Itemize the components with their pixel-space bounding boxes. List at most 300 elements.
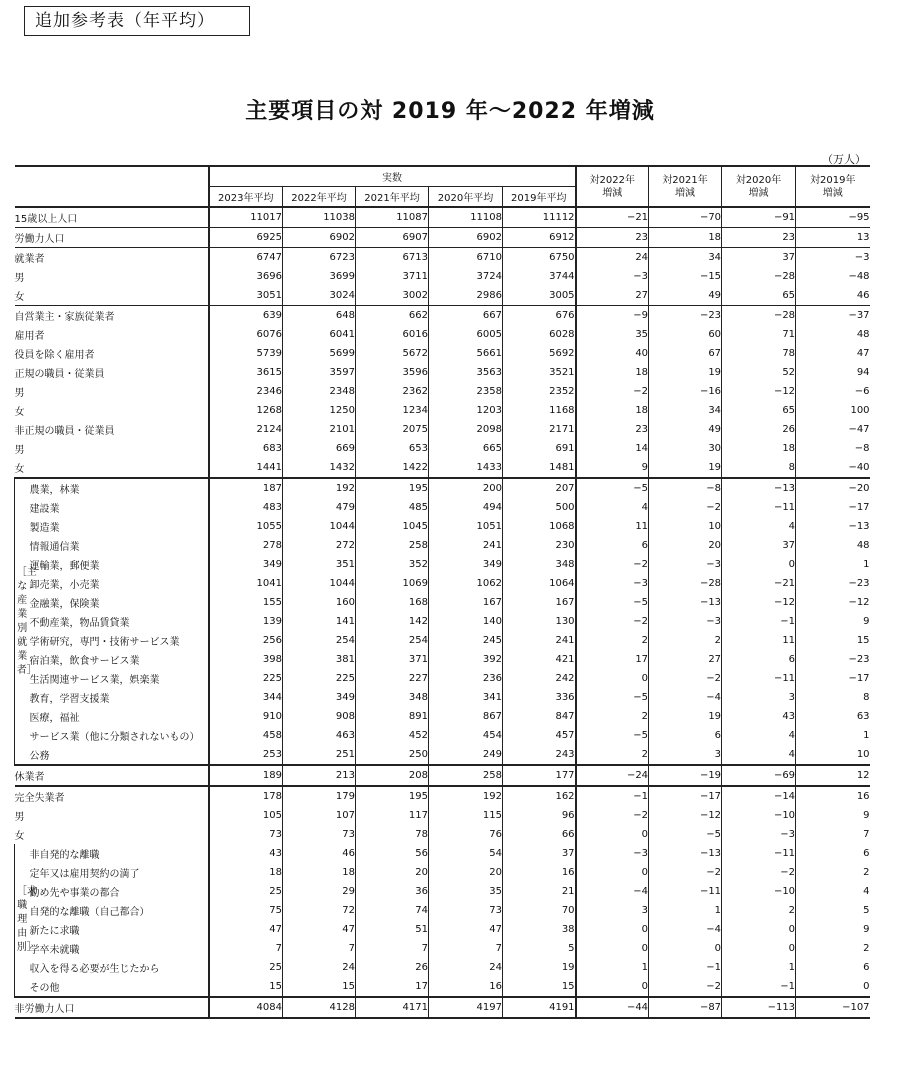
value-cell: 5692 — [503, 344, 576, 363]
value-cell: 3002 — [356, 286, 429, 306]
diff-cell: −2 — [649, 669, 722, 688]
diff-cell: −107 — [796, 997, 870, 1018]
value-cell: 2346 — [209, 382, 283, 401]
diff-cell: 18 — [722, 439, 796, 458]
table-row — [15, 344, 870, 363]
diff-cell: −3 — [722, 825, 796, 844]
table-row — [15, 958, 870, 977]
value-cell: 1441 — [209, 458, 283, 478]
diff-cell: −12 — [722, 382, 796, 401]
value-cell: 648 — [283, 306, 356, 326]
diff-cell: 27 — [649, 650, 722, 669]
table-row — [15, 248, 870, 268]
value-cell: 6041 — [283, 325, 356, 344]
value-cell: 3005 — [503, 286, 576, 306]
diff-cell: 10 — [856, 749, 870, 760]
value-cell: 167 — [429, 593, 503, 612]
value-cell: 1432 — [283, 458, 356, 478]
value-cell: 3024 — [283, 286, 356, 306]
value-cell: 6723 — [283, 248, 356, 268]
diff-cell: 19 — [649, 363, 722, 382]
value-cell: 35 — [429, 882, 503, 901]
table-body — [15, 207, 870, 1018]
diff-cell: 14 — [576, 439, 649, 458]
table-row — [15, 688, 870, 707]
value-cell: 74 — [356, 901, 429, 920]
diff-cell: −4 — [576, 882, 649, 901]
table-row — [15, 382, 870, 401]
diff-cell: 0 — [722, 920, 796, 939]
row-label: 完全失業者 — [15, 786, 209, 806]
diff-cell: 23 — [722, 228, 796, 248]
row-label: 運輸業，郵便業 — [30, 555, 209, 574]
diff-cell: 23 — [576, 228, 649, 248]
diff-cell: −2 — [649, 977, 722, 997]
data-table — [14, 165, 870, 1019]
diff-cell: 7 — [863, 829, 870, 840]
diff-cell: 2 — [576, 707, 649, 726]
diff-cell: −3 — [649, 555, 722, 574]
diff-cell: −19 — [649, 765, 722, 786]
value-cell: 6710 — [429, 248, 503, 268]
diff-cell: 23 — [576, 420, 649, 439]
value-cell: 676 — [503, 306, 576, 326]
value-cell: 6750 — [503, 248, 576, 268]
diff-cell: −2 — [576, 555, 649, 574]
diff-cell: −1 — [722, 612, 796, 631]
diff-cell: −48 — [848, 271, 870, 282]
value-cell: 4197 — [429, 997, 503, 1018]
row-label: 医療，福祉 — [30, 707, 209, 726]
value-cell: 11087 — [356, 207, 429, 228]
row-label: 自発的な離職（自己都合） — [30, 901, 209, 920]
diff-cell: −10 — [722, 806, 796, 825]
value-cell: 192 — [429, 786, 503, 806]
table-row — [15, 555, 870, 574]
value-cell: 1041 — [209, 574, 283, 593]
value-cell: 4084 — [209, 997, 283, 1018]
value-cell: 5661 — [429, 344, 503, 363]
diff-cell: 6 — [576, 536, 649, 555]
diff-cell: −95 — [796, 207, 870, 228]
row-label: 不動産業，物品賃貸業 — [30, 612, 209, 631]
table-row — [15, 765, 870, 786]
header-diff-2022: 対2022年 増減 — [576, 166, 649, 207]
diff-cell: −12 — [649, 806, 722, 825]
value-cell: 2362 — [356, 382, 429, 401]
page-title: 主要項目の対 2019 年～2022 年増減 — [245, 99, 655, 124]
value-cell: 454 — [429, 726, 503, 745]
diff-cell: 52 — [722, 363, 796, 382]
diff-cell: −3 — [576, 574, 649, 593]
value-cell: 479 — [283, 498, 356, 517]
row-label: 役員を除く雇用者 — [15, 344, 209, 363]
table-row — [15, 882, 870, 901]
row-label: 製造業 — [30, 517, 209, 536]
diff-cell: 94 — [856, 367, 870, 378]
header-diff-2019: 対2019年 増減 — [810, 174, 856, 199]
row-label: 女 — [15, 401, 209, 420]
value-cell: 2101 — [283, 420, 356, 439]
value-cell: 272 — [283, 536, 356, 555]
value-cell: 11038 — [283, 207, 356, 228]
table-row — [15, 863, 870, 882]
value-cell: 26 — [356, 958, 429, 977]
value-cell: 19 — [503, 958, 576, 977]
diff-cell: 0 — [576, 939, 649, 958]
value-cell: 1051 — [429, 517, 503, 536]
row-label: 農業，林業 — [30, 478, 209, 498]
diff-cell: 2 — [576, 631, 649, 650]
value-cell: 683 — [209, 439, 283, 458]
diff-cell: 13 — [796, 228, 870, 248]
table-row — [15, 306, 870, 326]
diff-cell: 6 — [722, 650, 796, 669]
table-row — [15, 228, 870, 248]
value-cell: 1064 — [503, 574, 576, 593]
value-cell: 2171 — [503, 420, 576, 439]
value-cell: 6902 — [429, 228, 503, 248]
diff-cell: 26 — [722, 420, 796, 439]
value-cell: 241 — [503, 631, 576, 650]
value-cell: 667 — [429, 306, 503, 326]
row-label: 女 — [15, 286, 209, 306]
table-row — [15, 745, 870, 765]
value-cell: 344 — [209, 688, 283, 707]
diff-cell: −4 — [649, 688, 722, 707]
diff-cell: 0 — [863, 981, 870, 992]
diff-cell: 67 — [649, 344, 722, 363]
table-row — [15, 267, 870, 286]
row-label: 卸売業，小売業 — [30, 574, 209, 593]
diff-cell: 16 — [796, 786, 870, 806]
bracket-reason: ［求職理由別］ — [15, 844, 30, 997]
value-cell: 38 — [503, 920, 576, 939]
value-cell: 242 — [503, 669, 576, 688]
value-cell: 18 — [209, 863, 283, 882]
value-cell: 243 — [503, 745, 576, 765]
diff-cell: −10 — [722, 882, 796, 901]
value-cell: 16 — [429, 977, 503, 997]
row-label: 就業者 — [15, 248, 209, 268]
diff-cell: 3 — [649, 745, 722, 765]
diff-cell: −14 — [722, 786, 796, 806]
value-cell: 72 — [283, 901, 356, 920]
diff-cell: 6 — [863, 848, 870, 859]
value-cell: 227 — [356, 669, 429, 688]
diff-cell: −2 — [576, 612, 649, 631]
diff-cell: −9 — [576, 306, 649, 326]
diff-cell: 0 — [649, 939, 722, 958]
value-cell: 3521 — [503, 363, 576, 382]
diff-cell: −21 — [722, 574, 796, 593]
diff-cell: 6 — [863, 962, 870, 973]
diff-cell: 10 — [649, 517, 722, 536]
diff-cell: −5 — [576, 726, 649, 745]
diff-cell: −6 — [854, 386, 870, 397]
value-cell: 17 — [356, 977, 429, 997]
value-cell: 392 — [429, 650, 503, 669]
diff-cell: 0 — [576, 977, 649, 997]
diff-cell: 11 — [722, 631, 796, 650]
diff-cell: −2 — [576, 382, 649, 401]
diff-cell: −4 — [649, 920, 722, 939]
value-cell: 1044 — [283, 574, 356, 593]
value-cell: 25 — [209, 882, 283, 901]
value-cell: 25 — [209, 958, 283, 977]
diff-cell: 100 — [850, 405, 870, 416]
diff-cell: 27 — [576, 286, 649, 306]
diff-cell: −23 — [848, 654, 870, 665]
diff-cell: −13 — [722, 478, 796, 498]
diff-cell: 4 — [722, 745, 796, 765]
diff-cell: −28 — [722, 306, 796, 326]
diff-cell: 15 — [856, 635, 870, 646]
value-cell: 177 — [503, 765, 576, 786]
value-cell: 1168 — [503, 401, 576, 420]
value-cell: 245 — [429, 631, 503, 650]
value-cell: 75 — [209, 901, 283, 920]
diff-cell: 9 — [863, 810, 870, 821]
row-label: 金融業，保険業 — [30, 593, 209, 612]
diff-cell: −21 — [576, 207, 649, 228]
diff-cell: 18 — [576, 401, 649, 420]
diff-cell: 11 — [576, 517, 649, 536]
value-cell: 5 — [503, 939, 576, 958]
value-cell: 1268 — [209, 401, 283, 420]
diff-cell: 3 — [722, 688, 796, 707]
header-year-2021: 2021年平均 — [356, 187, 429, 208]
table-row — [15, 612, 870, 631]
value-cell: 73 — [209, 825, 283, 844]
diff-cell: 37 — [722, 248, 796, 268]
value-cell: 241 — [429, 536, 503, 555]
diff-cell: 18 — [649, 228, 722, 248]
diff-cell: −5 — [576, 478, 649, 498]
value-cell: 3563 — [429, 363, 503, 382]
value-cell: 213 — [283, 765, 356, 786]
table-row — [15, 286, 870, 306]
value-cell: 250 — [356, 745, 429, 765]
diff-cell: −1 — [722, 977, 796, 997]
diff-cell: 1 — [722, 958, 796, 977]
table-row — [15, 420, 870, 439]
diff-cell: −1 — [576, 786, 649, 806]
row-label: 非自発的な離職 — [30, 844, 209, 863]
diff-cell: 9 — [576, 458, 649, 478]
diff-cell: 40 — [576, 344, 649, 363]
diff-cell: −2 — [722, 863, 796, 882]
row-label: 教育，学習支援業 — [30, 688, 209, 707]
value-cell: 891 — [356, 707, 429, 726]
row-label: 学卒未就職 — [30, 939, 209, 958]
value-cell: 253 — [209, 745, 283, 765]
row-label: 女 — [15, 825, 209, 844]
diff-cell: 1 — [863, 730, 870, 741]
value-cell: 2348 — [283, 382, 356, 401]
value-cell: 458 — [209, 726, 283, 745]
diff-cell: −40 — [848, 462, 870, 473]
diff-cell: −5 — [649, 825, 722, 844]
value-cell: 341 — [429, 688, 503, 707]
value-cell: 4191 — [503, 997, 576, 1018]
diff-cell: 37 — [722, 536, 796, 555]
diff-cell: 60 — [649, 325, 722, 344]
table-row — [15, 536, 870, 555]
value-cell: 15 — [209, 977, 283, 997]
header-year-2019: 2019年平均 — [503, 187, 576, 208]
value-cell: 1055 — [209, 517, 283, 536]
row-label: 学術研究，専門・技術サービス業 — [30, 631, 209, 650]
row-label: 非正規の職員・従業員 — [15, 420, 209, 439]
table-row — [15, 825, 870, 844]
value-cell: 51 — [356, 920, 429, 939]
row-label: 男 — [15, 382, 209, 401]
diff-cell: −8 — [649, 478, 722, 498]
diff-cell: −17 — [649, 786, 722, 806]
header-diff-2020: 対2020年 増減 — [722, 166, 796, 207]
value-cell: 18 — [283, 863, 356, 882]
row-label: 男 — [15, 806, 209, 825]
value-cell: 639 — [209, 306, 283, 326]
diff-cell: −8 — [854, 443, 870, 454]
value-cell: 160 — [283, 593, 356, 612]
table-row — [15, 939, 870, 958]
diff-cell: −20 — [796, 478, 870, 498]
value-cell: 225 — [209, 669, 283, 688]
value-cell: 15 — [503, 977, 576, 997]
value-cell: 452 — [356, 726, 429, 745]
diff-cell: −5 — [576, 593, 649, 612]
value-cell: 21 — [503, 882, 576, 901]
diff-cell: 2 — [863, 867, 870, 878]
diff-cell: −24 — [576, 765, 649, 786]
header-year-2022: 2022年平均 — [283, 187, 356, 208]
table-row — [15, 920, 870, 939]
value-cell: 187 — [209, 478, 283, 498]
diff-cell: 65 — [722, 286, 796, 306]
value-cell: 3699 — [283, 267, 356, 286]
value-cell: 5699 — [283, 344, 356, 363]
value-cell: 66 — [503, 825, 576, 844]
value-cell: 371 — [356, 650, 429, 669]
diff-cell: 8 — [722, 458, 796, 478]
value-cell: 336 — [503, 688, 576, 707]
value-cell: 6076 — [209, 325, 283, 344]
row-label: 男 — [15, 267, 209, 286]
value-cell: 3051 — [209, 286, 283, 306]
value-cell: 258 — [356, 536, 429, 555]
diff-cell: −3 — [576, 844, 649, 863]
value-cell: 2986 — [429, 286, 503, 306]
value-cell: 200 — [429, 478, 503, 498]
diff-cell: 71 — [722, 325, 796, 344]
value-cell: 167 — [503, 593, 576, 612]
value-cell: 178 — [209, 786, 283, 806]
value-cell: 2124 — [209, 420, 283, 439]
table-row — [15, 806, 870, 825]
diff-cell: 63 — [856, 711, 870, 722]
row-label: 労働力人口 — [15, 228, 209, 248]
diff-cell: 4 — [863, 886, 870, 897]
diff-cell: −5 — [576, 688, 649, 707]
value-cell: 256 — [209, 631, 283, 650]
value-cell: 1433 — [429, 458, 503, 478]
value-cell: 208 — [356, 765, 429, 786]
value-cell: 54 — [429, 844, 503, 863]
value-cell: 236 — [429, 669, 503, 688]
diff-cell: 2 — [576, 745, 649, 765]
diff-cell: 3 — [576, 901, 649, 920]
value-cell: 6028 — [503, 325, 576, 344]
value-cell: 3615 — [209, 363, 283, 382]
value-cell: 36 — [356, 882, 429, 901]
value-cell: 653 — [356, 439, 429, 458]
value-cell: 115 — [429, 806, 503, 825]
value-cell: 908 — [283, 707, 356, 726]
value-cell: 421 — [503, 650, 576, 669]
diff-cell: −11 — [722, 844, 796, 863]
unit-label: （万人） — [822, 153, 866, 166]
table-row — [15, 901, 870, 920]
diff-cell: 46 — [856, 290, 870, 301]
value-cell: 6907 — [356, 228, 429, 248]
value-cell: 73 — [283, 825, 356, 844]
value-cell: 349 — [429, 555, 503, 574]
diff-cell: −3 — [796, 248, 870, 268]
row-label: 情報通信業 — [30, 536, 209, 555]
value-cell: 37 — [503, 844, 576, 863]
value-cell: 16 — [503, 863, 576, 882]
bracket-industry: ［主な産業別就業者］ — [15, 478, 30, 765]
diff-cell: −113 — [722, 997, 796, 1018]
value-cell: 107 — [283, 806, 356, 825]
value-cell: 70 — [503, 901, 576, 920]
diff-cell: 0 — [722, 939, 796, 958]
diff-cell: −13 — [649, 844, 722, 863]
value-cell: 457 — [503, 726, 576, 745]
diff-cell: 34 — [649, 248, 722, 268]
diff-cell: −3 — [576, 267, 649, 286]
diff-cell: 47 — [856, 348, 870, 359]
value-cell: 11017 — [209, 207, 283, 228]
diff-cell: −23 — [649, 306, 722, 326]
value-cell: 20 — [356, 863, 429, 882]
value-cell: 105 — [209, 806, 283, 825]
value-cell: 1068 — [503, 517, 576, 536]
diff-cell: −2 — [649, 863, 722, 882]
row-label: 公務 — [30, 745, 209, 765]
diff-cell: −17 — [848, 502, 870, 513]
diff-cell: 19 — [649, 707, 722, 726]
row-label: 非労働力人口 — [15, 997, 209, 1018]
value-cell: 7 — [209, 939, 283, 958]
row-label: 収入を得る必要が生じたから — [30, 958, 209, 977]
value-cell: 662 — [356, 306, 429, 326]
value-cell: 3744 — [503, 267, 576, 286]
table-row — [15, 325, 870, 344]
diff-cell: −13 — [649, 593, 722, 612]
value-cell: 225 — [283, 669, 356, 688]
value-cell: 910 — [209, 707, 283, 726]
value-cell: 6713 — [356, 248, 429, 268]
table-row — [15, 498, 870, 517]
value-cell: 195 — [356, 478, 429, 498]
value-cell: 142 — [356, 612, 429, 631]
value-cell: 3596 — [356, 363, 429, 382]
diff-cell: −28 — [722, 267, 796, 286]
value-cell: 3724 — [429, 267, 503, 286]
